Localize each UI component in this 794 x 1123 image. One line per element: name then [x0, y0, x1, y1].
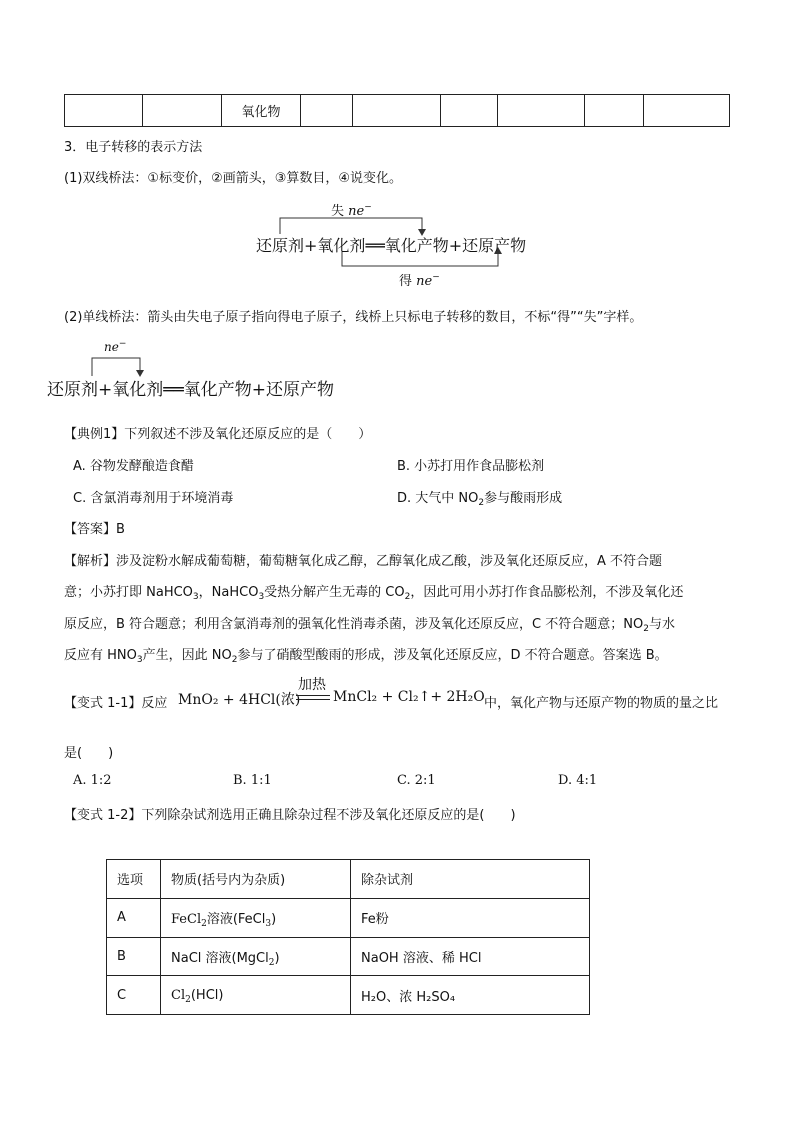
example1-answer: 【答案】B — [64, 522, 125, 537]
top-table-cell — [644, 95, 730, 127]
reaction-equals — [296, 694, 330, 702]
plus: + — [98, 380, 113, 400]
table-cell-reagent: Fe粉 — [351, 898, 590, 937]
option-b: B. 小苏打用作食品膨松剂 — [397, 459, 545, 474]
top-table-cell — [585, 95, 644, 127]
ox-product: 氧化产物 — [384, 236, 449, 255]
text: 原反应，B 符合题意；利用含氯消毒剂的强氧化性消毒杀菌，涉及氧化还原反应，C 不符合题意；NO — [64, 617, 644, 632]
single-bridge-equation — [47, 375, 334, 400]
text: ，因此可用小苏打作食品膨松剂，不涉及氧化还 — [410, 585, 684, 600]
plus: + — [304, 236, 318, 255]
oxidant: 氧化剂 — [317, 236, 366, 255]
top-table-row — [65, 95, 730, 127]
reaction-right: MnCl₂ + Cl₂↑+ 2H₂O — [333, 689, 485, 705]
table-header-row — [107, 860, 590, 899]
ne-label: ne — [416, 274, 433, 289]
sub: 3 — [192, 592, 199, 602]
purification-table — [106, 859, 590, 1015]
single-ne-label — [104, 340, 126, 354]
variant1-1-cont: 是( ) — [64, 746, 114, 761]
option-d-suffix: 参与酸雨形成 — [484, 491, 563, 506]
sub: 2 — [231, 655, 238, 665]
table-cell-option: B — [107, 937, 161, 976]
lose-electron-label — [331, 200, 372, 219]
table-cell-option: A — [107, 898, 161, 937]
red-product: 还原产物 — [265, 380, 334, 400]
table-cell-reagent: NaOH 溶液、稀 HCl — [351, 937, 590, 976]
top-table-cell — [143, 95, 222, 127]
text: 受热分解产生无毒的 CO — [264, 585, 405, 600]
variant1-1-label: 【变式 1-1】反应 — [64, 696, 168, 711]
top-table — [64, 94, 730, 127]
minus-sup: − — [364, 202, 372, 213]
plus: + — [448, 236, 463, 255]
table-cell-substance — [161, 937, 351, 976]
gain-label: 得 — [399, 274, 413, 289]
text: FeCl — [171, 912, 202, 928]
sub: 2 — [643, 624, 649, 634]
reductant: 还原剂 — [47, 380, 98, 400]
text: 参与了硝酸型酸雨的形成，涉及氧化还原反应，D 不符合题意。答案选 B。 — [237, 648, 668, 663]
table-row — [107, 898, 590, 937]
v11-option-c: C. 2:1 — [397, 773, 436, 788]
reaction-left: MnO₂ + 4HCl(浓) — [178, 692, 301, 708]
text: Cl — [171, 987, 186, 1003]
option-a: A. 谷物发酵酿造食醋 — [73, 459, 194, 474]
analysis-line-3 — [64, 613, 675, 632]
reaction-condition: 加热 — [298, 677, 326, 693]
analysis-line-4 — [64, 644, 668, 663]
variant1-2-question: 【变式 1-2】下列除杂试剂选用正确且除杂过程不涉及氧化还原反应的是( ) — [64, 808, 516, 823]
sub: 2 — [478, 498, 485, 508]
top-table-cell — [301, 95, 353, 127]
table-cell-reagent: H₂O、浓 H₂SO₄ — [351, 976, 590, 1015]
sub: 2 — [201, 919, 207, 930]
equals-sign: ══ — [365, 236, 385, 255]
text: ) — [274, 950, 280, 966]
sub: 3 — [136, 655, 143, 665]
v11-option-b: B. 1:1 — [233, 773, 272, 788]
top-table-cell — [65, 95, 143, 127]
table-cell-option: C — [107, 976, 161, 1015]
minus-sup: − — [432, 272, 440, 283]
table-row — [107, 976, 590, 1015]
example1-question: 【典例1】下列叙述不涉及氧化还原反应的是（ ） — [64, 427, 372, 442]
table-cell-substance — [161, 976, 351, 1015]
text: NaCl 溶液(MgCl — [171, 950, 269, 966]
analysis-line-1: 【解析】涉及淀粉水解成葡萄糖，葡萄糖氧化成乙醇，乙醇氧化成乙酸，涉及氧化还原反应，A 不符合题 — [64, 554, 663, 569]
ne-label: ne — [104, 340, 119, 354]
analysis-line-2 — [64, 581, 683, 600]
v11-option-a: A. 1:2 — [73, 773, 112, 788]
text: (HCl) — [190, 987, 224, 1003]
text: 产生，因此 NO — [142, 648, 232, 663]
table-cell-substance — [161, 898, 351, 937]
top-table-cell — [498, 95, 585, 127]
ne-label: ne — [348, 204, 365, 219]
table-row — [107, 937, 590, 976]
text: ) — [271, 912, 277, 928]
red-product: 还原产物 — [462, 236, 527, 255]
text: 意；小苏打即 NaHCO — [64, 585, 193, 600]
text: 溶液(FeCl — [206, 912, 266, 928]
minus-sup: − — [118, 339, 127, 349]
reductant: 还原剂 — [256, 236, 305, 255]
text: ，NaHCO — [198, 585, 259, 600]
table-header-cell: 除杂试剂 — [351, 860, 590, 899]
gain-electron-label — [399, 270, 440, 289]
sub: 3 — [258, 592, 265, 602]
option-c: C. 含氯消毒剂用于环境消毒 — [73, 491, 234, 506]
single-bridge-text: (2)单线桥法：箭头由失电子原子指向得电子原子，线桥上只标电子转移的数目，不标“得”“失”字样。 — [64, 310, 643, 325]
section-title: 3．电子转移的表示方法 — [64, 140, 203, 155]
variant1-1-tail: 中，氧化产物与还原产物的物质的量之比 — [484, 696, 719, 711]
table-header-cell: 选项 — [107, 860, 161, 899]
double-bridge-text: (1)双线桥法：①标变价，②画箭头，③算数目，④说变化。 — [64, 171, 403, 186]
option-d-prefix: D. 大气中 NO — [397, 491, 479, 506]
ox-product: 氧化产物 — [183, 380, 252, 400]
equals-sign: ══ — [163, 380, 184, 400]
single-bridge-line — [50, 340, 250, 380]
sub: 3 — [265, 919, 272, 930]
sub: 2 — [268, 957, 275, 968]
top-table-cell: 氧化物 — [222, 95, 301, 127]
text: 与水 — [648, 617, 675, 632]
text: 反应有 HNO — [64, 648, 137, 663]
plus: + — [251, 380, 266, 400]
option-d — [397, 487, 562, 506]
table-header-cell: 物质(括号内为杂质) — [161, 860, 351, 899]
lose-label: 失 — [331, 204, 345, 219]
oxidant: 氧化剂 — [112, 380, 164, 400]
sub: 2 — [404, 592, 411, 602]
double-bridge-equation — [256, 233, 526, 256]
sub: 2 — [185, 994, 191, 1005]
top-table-cell — [353, 95, 441, 127]
top-table-cell — [441, 95, 498, 127]
v11-option-d: D. 4:1 — [558, 773, 598, 788]
